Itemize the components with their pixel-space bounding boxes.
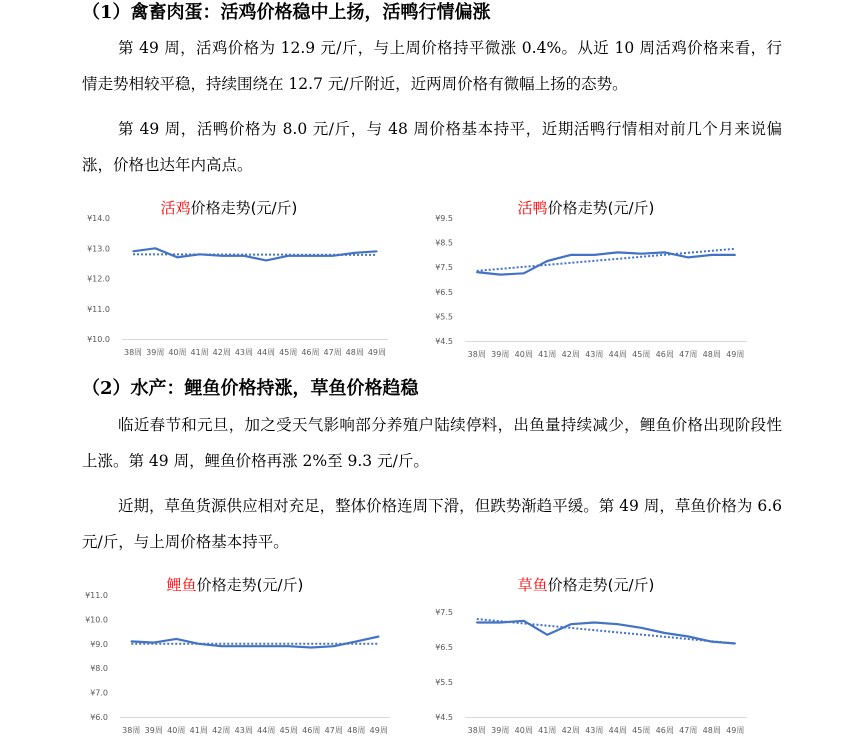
x-tick-label: 43周 xyxy=(234,348,254,357)
data-point xyxy=(154,247,156,249)
x-tick-label: 49周 xyxy=(726,726,745,735)
chart-grass-carp xyxy=(420,570,760,740)
chart-title-rest: 价格走势(元/斤) xyxy=(547,199,655,217)
data-point xyxy=(593,254,595,256)
trend-line xyxy=(477,249,736,271)
data-point xyxy=(310,255,312,257)
data-point xyxy=(177,257,179,259)
y-tick-label: ¥9.0 xyxy=(90,639,108,649)
chart-grass-carp-svg xyxy=(420,570,760,740)
x-tick-label: 44周 xyxy=(257,726,276,735)
data-point xyxy=(687,257,689,259)
x-tick-label: 49周 xyxy=(726,350,745,359)
chart-title-rest: 价格走势(元/斤) xyxy=(196,576,304,594)
data-point xyxy=(734,254,736,256)
x-tick-label: 48周 xyxy=(702,726,721,735)
x-tick-label: 38周 xyxy=(123,348,143,357)
y-tick-label: ¥12.0 xyxy=(87,274,110,284)
data-point xyxy=(499,274,501,276)
data-point xyxy=(354,252,356,254)
y-tick-label: ¥7.5 xyxy=(435,263,453,273)
x-tick-label: 45周 xyxy=(632,726,651,735)
data-point xyxy=(546,260,548,262)
chart-live-duck-svg xyxy=(420,192,760,362)
data-point xyxy=(546,634,548,636)
chart-title xyxy=(161,199,298,217)
data-point xyxy=(617,623,619,625)
data-point xyxy=(570,254,572,256)
chart-title-highlight: 鲤鱼 xyxy=(166,576,197,594)
chart-live-chicken-svg xyxy=(82,192,402,362)
x-tick-label: 47周 xyxy=(324,726,343,735)
data-point xyxy=(640,627,642,629)
x-tick-label: 41周 xyxy=(538,350,557,359)
x-tick-label: 45周 xyxy=(632,350,651,359)
data-point xyxy=(476,271,478,273)
section2-paragraph-1: 临近春节和元旦，加之受天气影响部分养殖户陆续停料，出鱼量持续减少，鲤鱼价格出现阶段性上涨。第 49 周，鲤鱼价格再涨 2%至 9.3 元/斤。 xyxy=(82,416,782,470)
data-point xyxy=(664,252,666,254)
y-tick-label: ¥7.5 xyxy=(435,608,453,617)
chart-title-rest: 价格走势(元/斤) xyxy=(547,576,655,594)
y-tick-label: ¥5.5 xyxy=(435,312,453,322)
y-tick-label: ¥11.0 xyxy=(85,591,108,600)
data-point xyxy=(355,641,357,643)
data-point xyxy=(265,645,267,647)
x-tick-label: 43周 xyxy=(234,726,253,735)
data-point xyxy=(175,638,177,640)
data-point xyxy=(376,250,378,252)
x-tick-label: 46周 xyxy=(302,726,321,735)
x-tick-label: 38周 xyxy=(467,726,486,735)
x-tick-label: 48周 xyxy=(345,348,364,357)
data-point xyxy=(243,645,245,647)
x-tick-label: 39周 xyxy=(144,726,163,735)
data-point xyxy=(220,645,222,647)
data-point xyxy=(153,642,155,644)
x-tick-label: 44周 xyxy=(256,348,276,357)
chart-title-highlight: 活鸡 xyxy=(160,199,191,217)
x-tick-label: 39周 xyxy=(146,348,165,357)
x-tick-label: 45周 xyxy=(279,726,298,735)
data-point xyxy=(130,641,132,643)
section1-paragraph-1: 第 49 周，活鸡价格为 12.9 元/斤，与上周价格持平微涨 0.4%。从近 10 周活鸡价格来看，行情走势相较平稳，持续围绕在 12.7 元/斤附近，近两周价格有微幅上扬的态势。 xyxy=(82,39,782,93)
chart-title-highlight: 活鸭 xyxy=(517,199,548,217)
x-tick-label: 49周 xyxy=(367,348,387,357)
y-tick-label: ¥14.0 xyxy=(87,214,110,223)
data-point xyxy=(333,645,335,647)
data-point xyxy=(664,632,666,634)
data-point xyxy=(199,254,201,256)
x-tick-label: 43周 xyxy=(585,726,604,735)
chart-live-duck xyxy=(420,192,760,362)
x-tick-label: 41周 xyxy=(190,348,209,357)
y-tick-label: ¥6.0 xyxy=(90,713,108,722)
data-point xyxy=(265,260,267,262)
x-tick-label: 44周 xyxy=(608,726,627,735)
data-point xyxy=(221,255,223,257)
data-point xyxy=(617,252,619,254)
data-point xyxy=(288,645,290,647)
x-tick-label: 47周 xyxy=(323,348,342,357)
section1-paragraph-2: 第 49 周，活鸭价格为 8.0 元/斤，与 48 周价格基本持平，近期活鸭行情相对前几个月来说偏涨，价格也达年内高点。 xyxy=(82,120,782,174)
chart-carp xyxy=(82,570,402,740)
x-tick-label: 48周 xyxy=(702,350,721,359)
series-line xyxy=(477,252,736,274)
y-tick-label: ¥4.5 xyxy=(435,713,453,722)
data-point xyxy=(243,255,245,257)
x-tick-label: 39周 xyxy=(491,726,510,735)
x-tick-label: 42周 xyxy=(561,350,580,359)
x-tick-label: 42周 xyxy=(212,348,231,357)
x-tick-label: 46周 xyxy=(655,726,674,735)
y-tick-label: ¥8.5 xyxy=(435,238,453,248)
data-point xyxy=(734,643,736,645)
x-tick-label: 44周 xyxy=(608,350,627,359)
x-tick-label: 48周 xyxy=(347,726,366,735)
data-point xyxy=(593,622,595,624)
data-point xyxy=(332,255,334,257)
data-point xyxy=(198,643,200,645)
x-tick-label: 40周 xyxy=(514,350,533,359)
x-tick-label: 42周 xyxy=(212,726,231,735)
data-point xyxy=(640,253,642,255)
x-tick-label: 38周 xyxy=(122,726,141,735)
section1-heading: （1）禽畜肉蛋：活鸡价格稳中上扬，活鸭行情偏涨 xyxy=(82,2,491,23)
series-line xyxy=(131,637,378,648)
data-point xyxy=(523,620,525,622)
x-tick-label: 40周 xyxy=(168,348,187,357)
x-tick-label: 41周 xyxy=(189,726,208,735)
y-tick-label: ¥10.0 xyxy=(85,615,108,625)
y-tick-label: ¥10.0 xyxy=(87,335,110,344)
y-tick-label: ¥6.5 xyxy=(435,643,453,652)
chart-title-rest: 价格走势(元/斤) xyxy=(190,199,298,217)
x-tick-label: 39周 xyxy=(491,350,510,359)
chart-title-highlight: 草鱼 xyxy=(517,576,548,594)
data-point xyxy=(570,623,572,625)
data-point xyxy=(711,641,713,643)
data-point xyxy=(499,622,501,624)
data-point xyxy=(287,255,289,257)
section2-heading: （2）水产：鲤鱼价格持涨，草鱼价格趋稳 xyxy=(82,378,419,399)
data-point xyxy=(476,622,478,624)
y-tick-label: ¥11.0 xyxy=(87,304,110,314)
x-tick-label: 40周 xyxy=(167,726,186,735)
x-tick-label: 47周 xyxy=(679,726,698,735)
data-point xyxy=(523,273,525,275)
x-tick-label: 43周 xyxy=(585,350,604,359)
chart-live-chicken xyxy=(82,192,402,362)
x-tick-label: 47周 xyxy=(679,350,698,359)
y-tick-label: ¥6.5 xyxy=(435,287,453,297)
y-tick-label: ¥4.5 xyxy=(435,337,453,346)
y-tick-label: ¥5.5 xyxy=(435,678,453,687)
y-tick-label: ¥8.0 xyxy=(90,664,108,674)
x-tick-label: 40周 xyxy=(514,726,533,735)
data-point xyxy=(687,636,689,638)
x-tick-label: 46周 xyxy=(655,350,674,359)
data-point xyxy=(711,254,713,256)
data-point xyxy=(310,647,312,649)
x-tick-label: 42周 xyxy=(561,726,580,735)
chart-title xyxy=(518,199,655,217)
y-tick-label: ¥9.5 xyxy=(435,214,453,223)
chart-carp-svg xyxy=(82,570,402,740)
x-tick-label: 49周 xyxy=(369,726,388,735)
x-tick-label: 46周 xyxy=(301,348,320,357)
y-tick-label: ¥7.0 xyxy=(90,688,108,698)
x-tick-label: 45周 xyxy=(279,348,298,357)
x-tick-label: 38周 xyxy=(467,350,486,359)
chart-title xyxy=(518,576,655,594)
x-tick-label: 41周 xyxy=(538,726,557,735)
data-point xyxy=(378,636,380,638)
chart-title xyxy=(167,576,304,594)
data-point xyxy=(132,250,134,252)
section2-paragraph-2: 近期，草鱼货源供应相对充足，整体价格连周下滑，但跌势渐趋平缓。第 49 周，草鱼价格为 6.6 元/斤，与上周价格基本持平。 xyxy=(82,497,782,551)
y-tick-label: ¥13.0 xyxy=(87,244,110,254)
